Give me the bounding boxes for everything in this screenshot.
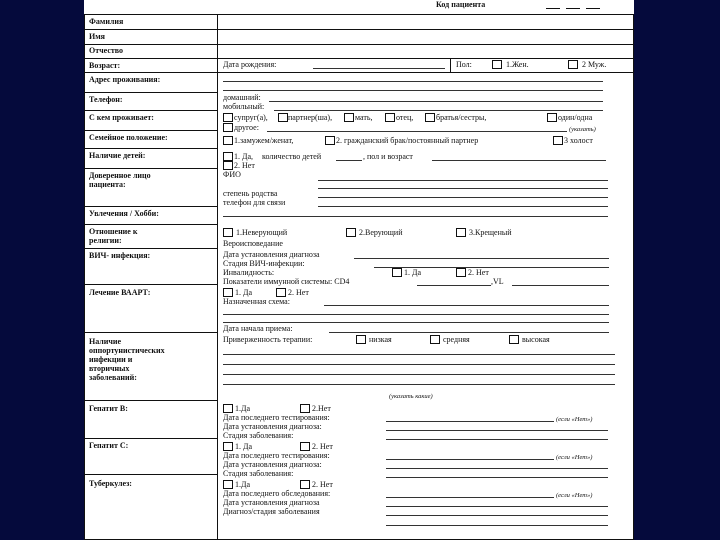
oi-line-3[interactable] (223, 374, 615, 375)
lives-mother-checkbox[interactable] (344, 113, 354, 122)
disability-yes-checkbox[interactable] (392, 268, 402, 277)
row-line (84, 284, 218, 285)
baptized-label: 3.Крещеный (469, 228, 512, 237)
oi-specify-hint: (указать какие) (389, 393, 433, 400)
tb-no-label: 2. Нет (312, 480, 333, 489)
adherence-low-checkbox[interactable] (356, 335, 366, 344)
lives-father-label: отец, (396, 113, 414, 122)
label-hep-b: Гепатит В: (89, 404, 128, 413)
hepb-last-test-label: Дата последнего тестирования: (223, 413, 330, 422)
hepc-yes-label: 1. Да (235, 442, 253, 451)
contact-phone-label: телефон для связи (223, 198, 286, 207)
adherence-medium-label: средняя (443, 335, 470, 344)
tb-diag-stage-field[interactable] (386, 515, 608, 516)
tb-no-checkbox[interactable] (300, 480, 310, 489)
hepc-no-label: 2. Нет (312, 442, 333, 451)
disability-no-checkbox[interactable] (456, 268, 466, 277)
birth-date-label: Дата рождения: (223, 60, 277, 69)
start-date-field[interactable] (329, 332, 609, 333)
hepb-if-no-hint: (если «Нет») (556, 416, 593, 423)
hepb-yes-label: 1.Да (235, 404, 251, 413)
hepc-last-test-label: Дата последнего тестирования: (223, 451, 330, 460)
label-haart: Лечение ВААРТ: (89, 288, 151, 297)
lives-partner-checkbox[interactable] (278, 113, 288, 122)
hepb-diag-date-field[interactable] (386, 430, 608, 431)
cd4-field[interactable] (417, 285, 491, 286)
scheme-label: Назначенная схема: (223, 297, 290, 306)
believer-label: 2.Верующий (359, 228, 403, 237)
fio-label: ФИО (223, 170, 241, 179)
lives-siblings-checkbox[interactable] (425, 113, 435, 122)
lives-specify-hint: (указать) (569, 126, 596, 133)
male-checkbox[interactable] (568, 60, 578, 69)
home-phone-label: домашний: (223, 93, 261, 102)
label-hiv: ВИЧ- инфекция: (89, 251, 151, 260)
label-lives-with: С кем проживает: (89, 113, 154, 122)
disability-yes-label: 1. Да (404, 268, 422, 277)
fio-field-2[interactable] (318, 188, 608, 189)
sex-label: Пол: (456, 60, 472, 69)
single-label: 3 холост (564, 136, 593, 145)
hepb-no-checkbox[interactable] (300, 404, 310, 413)
start-date-label: Дата начала приема: (223, 324, 293, 333)
label-phone: Телефон: (89, 95, 123, 104)
hepb-diag-date-label: Дата установления диагноза: (223, 422, 322, 431)
label-religion-2: религии: (89, 236, 122, 245)
patient-form-sheet (84, 0, 634, 540)
code-blank-1[interactable] (546, 8, 560, 9)
relation-field[interactable] (318, 197, 608, 198)
children-count-field[interactable] (336, 160, 362, 161)
lives-alone-checkbox[interactable] (547, 113, 557, 122)
row-line (84, 58, 634, 59)
label-surname: Фамилия (89, 17, 124, 26)
fio-field[interactable] (318, 180, 608, 181)
scheme-field-3[interactable] (223, 322, 609, 323)
row-line (84, 400, 218, 401)
sex-divider (450, 58, 451, 72)
children-yes-checkbox[interactable] (223, 152, 233, 161)
row-line (84, 148, 218, 149)
oi-line-4[interactable] (223, 384, 615, 385)
label-age: Возраст: (89, 61, 121, 70)
address-line-2[interactable] (223, 90, 603, 91)
row-line (84, 44, 634, 45)
vl-field[interactable] (512, 285, 609, 286)
hepc-if-no-hint: (если «Нет») (556, 454, 593, 461)
row-line (84, 168, 218, 169)
hepc-last-test-field[interactable] (386, 459, 554, 460)
code-blank-2[interactable] (566, 8, 580, 9)
civil-checkbox[interactable] (325, 136, 335, 145)
haart-no-label: 2. Нет (288, 288, 309, 297)
home-phone-field[interactable] (269, 101, 603, 102)
hobby-field[interactable] (223, 216, 608, 217)
disability-no-label: 2. Нет (468, 268, 489, 277)
lives-other-checkbox[interactable] (223, 123, 233, 132)
row-line (84, 92, 218, 93)
hiv-stage-label: Стадия ВИЧ-инфекции: (223, 259, 305, 268)
nonbeliever-label: 1.Неверующий (236, 228, 288, 237)
haart-yes-checkbox[interactable] (223, 288, 233, 297)
civil-label: 2. гражданский брак/постоянный партнер (336, 136, 479, 145)
female-checkbox[interactable] (492, 60, 502, 69)
hepc-no-checkbox[interactable] (300, 442, 310, 451)
scheme-field[interactable] (324, 305, 609, 306)
children-sex-age-label: , пол и возраст (363, 152, 413, 161)
lives-mother-label: мать, (355, 113, 373, 122)
adherence-medium-checkbox[interactable] (430, 335, 440, 344)
table-right-border (633, 14, 634, 540)
tb-diag-date-label: Дата установления диагноза (223, 498, 320, 507)
label-oi-3: инфекции и (89, 355, 133, 364)
lives-other-label: другое: (234, 123, 259, 132)
children-yes-label: 1. Да, (234, 152, 254, 161)
label-tb: Туберкулез: (89, 479, 132, 488)
lives-spouse-checkbox[interactable] (223, 113, 233, 122)
female-label: 1.Жен. (506, 60, 529, 69)
mobile-phone-label: мобильный: (223, 102, 265, 111)
hepb-no-label: 2.Нет (312, 404, 331, 413)
label-marital: Семейное положение: (89, 133, 168, 142)
row-line (84, 110, 218, 111)
adherence-label: Приверженность терапии: (223, 335, 313, 344)
hepb-stage-field[interactable] (386, 439, 608, 440)
tb-yes-checkbox[interactable] (223, 480, 233, 489)
hiv-date-field[interactable] (354, 258, 609, 259)
tb-last-exam-label: Дата последнего обследования: (223, 489, 331, 498)
patient-code-label: Код пациента (436, 0, 486, 9)
tb-extra-field[interactable] (386, 525, 608, 526)
row-line (84, 206, 218, 207)
lives-other-field[interactable] (267, 131, 567, 132)
label-name: Имя (89, 32, 105, 41)
label-oi-4: вторичных (89, 364, 130, 373)
address-line-1[interactable] (223, 81, 603, 82)
label-hep-c: Гепатит С: (89, 441, 129, 450)
children-no-label: 2. Нет (234, 161, 255, 170)
lives-partner-label: партнер(ша), (288, 113, 333, 122)
haart-no-checkbox[interactable] (276, 288, 286, 297)
immune-label: Показатели иммунной системы: CD4 (223, 277, 350, 286)
disability-label: Инвалидность: (223, 268, 275, 277)
tb-diag-stage-label: Диагноз/стадия заболевания (223, 507, 320, 516)
hepc-diag-date-label: Дата установления диагноза: (223, 460, 322, 469)
married-checkbox[interactable] (223, 136, 233, 145)
hepc-diag-date-field[interactable] (386, 468, 608, 469)
contact-phone-field[interactable] (318, 206, 608, 207)
adherence-high-checkbox[interactable] (509, 335, 519, 344)
lives-alone-label: один/одна (558, 113, 593, 122)
baptized-checkbox[interactable] (456, 228, 466, 237)
row-line (84, 72, 634, 73)
adherence-low-label: низкая (369, 335, 392, 344)
married-label: 1.замужем/женат, (234, 136, 294, 145)
row-line (84, 14, 634, 15)
row-line (84, 332, 218, 333)
label-trusted-1: Доверенное лицо (89, 171, 151, 180)
tb-yes-label: 1.Да (235, 480, 251, 489)
label-oi-5: заболеваний: (89, 373, 137, 382)
believer-checkbox[interactable] (346, 228, 356, 237)
male-label: 2 Муж. (582, 60, 607, 69)
label-oi-1: Наличие (89, 337, 122, 346)
scheme-field-2[interactable] (223, 314, 609, 315)
label-hobby: Увлечения / Хобби: (89, 209, 159, 218)
label-patronymic: Отчество (89, 46, 124, 55)
children-sex-age-field[interactable] (432, 160, 606, 161)
label-religion-1: Отношение к (89, 227, 138, 236)
adherence-high-label: высокая (522, 335, 550, 344)
birth-date-field[interactable] (313, 68, 445, 69)
confession-label: Вероисповедание (223, 239, 283, 248)
lives-father-checkbox[interactable] (385, 113, 395, 122)
oi-line-2[interactable] (223, 364, 615, 365)
hepc-yes-checkbox[interactable] (223, 442, 233, 451)
hiv-date-label: Дата установления диагноза (223, 250, 320, 259)
label-children: Наличие детей: (89, 151, 146, 160)
tb-if-no-hint: (если «Нет») (556, 492, 593, 499)
hepc-stage-label: Стадия заболевания: (223, 469, 294, 478)
row-line (84, 224, 218, 225)
row-line (84, 130, 218, 131)
nonbeliever-checkbox[interactable] (223, 228, 233, 237)
label-trusted-2: пациента: (89, 180, 126, 189)
lives-spouse-label: супруг(а), (234, 113, 268, 122)
row-line (84, 248, 218, 249)
children-count-label: количество детей (262, 152, 322, 161)
code-blank-3[interactable] (586, 8, 600, 9)
tb-diag-date-field[interactable] (386, 506, 608, 507)
tb-last-exam-field[interactable] (386, 497, 554, 498)
vl-label: ,VL (491, 277, 504, 286)
single-checkbox[interactable] (553, 136, 563, 145)
hepb-last-test-field[interactable] (386, 421, 554, 422)
row-line (84, 438, 218, 439)
label-address: Адрес проживания: (89, 75, 161, 84)
hepb-yes-checkbox[interactable] (223, 404, 233, 413)
row-line (84, 29, 634, 30)
hepc-stage-field[interactable] (386, 477, 608, 478)
children-no-checkbox[interactable] (223, 161, 233, 170)
mobile-phone-field[interactable] (274, 110, 603, 111)
relation-label: степень родства (223, 189, 278, 198)
lives-siblings-label: братья/сестры, (436, 113, 487, 122)
hepb-stage-label: Стадия заболевания: (223, 431, 294, 440)
oi-line-1[interactable] (223, 354, 615, 355)
row-line (84, 474, 218, 475)
label-oi-2: оппортунистических (89, 346, 165, 355)
haart-yes-label: 1. Да (235, 288, 253, 297)
